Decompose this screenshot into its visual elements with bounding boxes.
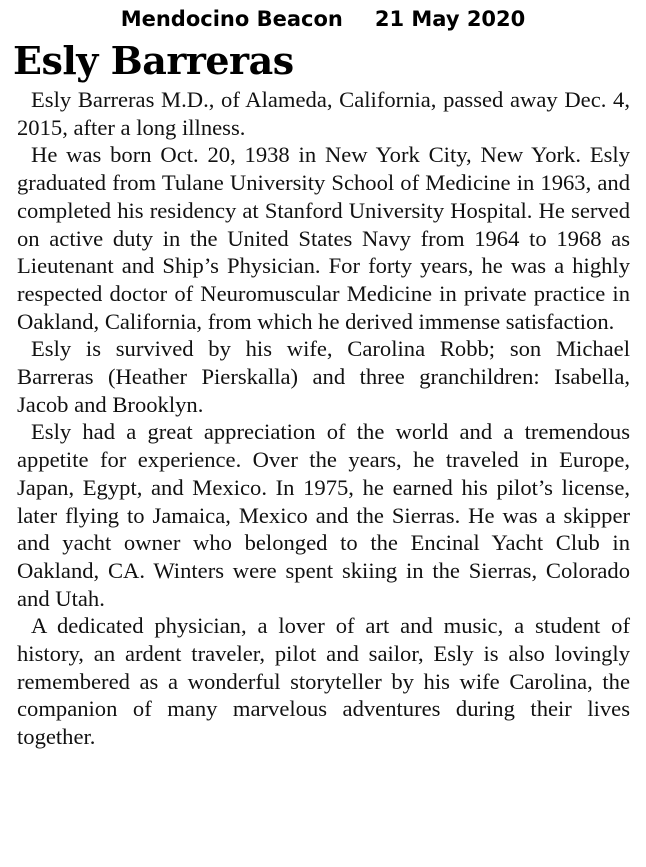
paragraph-5: A dedicated physician, a lover of art and music, a student of history, an ardent traveler, pilot and sailor, Esly is also lovingly remembered as a wonderful storyteller by his wife Carolina, the companion of many marvelous adventures during their lives together. xyxy=(17,613,630,750)
obituary-body xyxy=(17,86,630,751)
obituary-title: Esly Barreras xyxy=(13,38,294,83)
paragraph-1: Esly Barreras M.D., of Alameda, California, passed away Dec. 4, 2015, after a long illness. xyxy=(17,87,630,140)
paragraph-4: Esly had a great appreciation of the world and a tremendous appetite for experience. Over the years, he traveled in Europe, Japan, Egypt, and Mexico. In 1975, he earned his pilot’s license, later flying to Jamaica, Mexico and the Sierras. He was a skipper and yacht owner who belonged to the Encinal Yacht Club in Oakland, CA. Winters were spent skiing in the Sierras, Colorado and Utah. xyxy=(17,419,630,611)
publication-name: Mendocino Beacon xyxy=(120,7,343,31)
paragraph-2: He was born Oct. 20, 1938 in New York City, New York. Esly graduated from Tulane University School of Medicine in 1963, and completed his residency at Stanford University Hospital. He served on active duty in the United States Navy from 1964 to 1968 as Lieutenant and Ship’s Physician. For forty years, he was a highly respected doctor of Neuromuscular Medicine in private practice in Oakland, California, from which he derived immense satisfaction. xyxy=(17,142,630,334)
paragraph-3: Esly is survived by his wife, Carolina Robb; son Michael Barreras (Heather Pierskalla) and three granchildren: Isabella, Jacob and Brooklyn. xyxy=(17,336,630,417)
publication-date: 21 May 2020 xyxy=(374,7,526,31)
newspaper-header xyxy=(0,4,646,34)
